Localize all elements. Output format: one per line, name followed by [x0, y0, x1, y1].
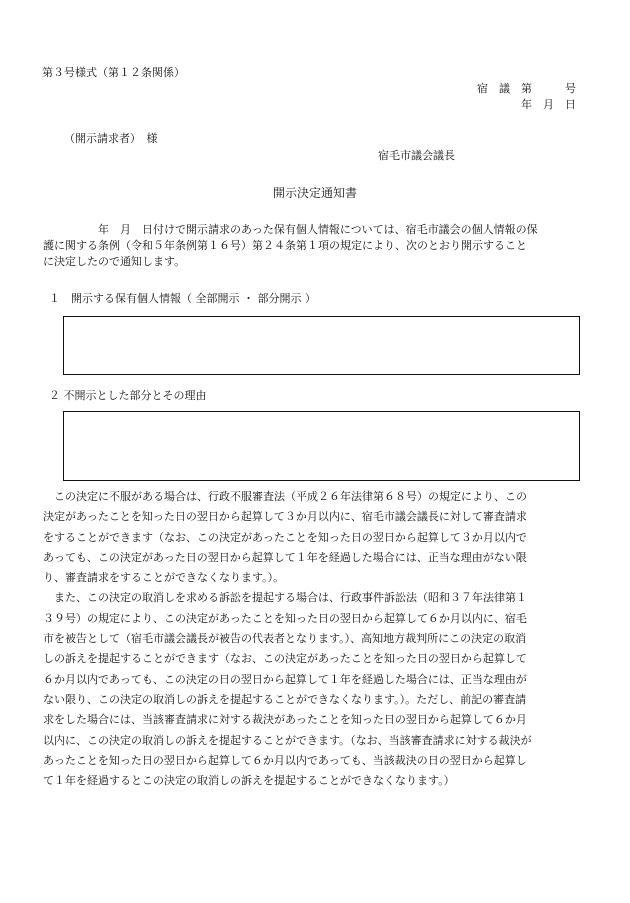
notice-line: 求をした場合には、当該審査請求に対する裁決があったことを知った日の翌日から起算して６か月: [43, 713, 527, 727]
notice-line: 決定があったことを知った日の翌日から起算して３か月以内に、宿毛市議会議長に対して審査請求: [43, 510, 527, 524]
intro-line: 年 月 日付けで開示請求のあった保有個人情報については、宿毛市議会の個人情報の保: [98, 223, 538, 236]
notice-line: て１年を経過するとこの決定の取消しの訴えを提起することができなくなります。）: [43, 774, 455, 788]
notice-line: この決定に不服がある場合は、行政不服審査法（平成２６年法律第６８号）の規定により、この: [43, 490, 527, 503]
intro-line: に決定したので通知します。: [43, 255, 186, 268]
notice-line: ６か月以内であっても、この決定の日の翌日から起算して１年を経過した場合には、正当な理由が: [43, 672, 527, 686]
non-disclosure-reason-box: [63, 411, 580, 481]
notice-line: ３９号）の規定により、この決定があったことを知った日の翌日から起算して６か月以内に、宿毛: [43, 611, 527, 625]
appeal-notice: [43, 487, 591, 791]
notice-line: また、この決定の取消しを求める訴訟を提起する場合は、行政事件訴訟法（昭和３７年法律第１: [43, 591, 527, 605]
notice-line: あっても、この決定があった日の翌日から起算して１年を経過した場合には、正当な理由がない限: [43, 550, 527, 564]
reference-number: 宿 議 第 号: [477, 82, 576, 95]
notice-line: 以内に、この決定の取消しの訴えを提起することができます。（なお、当該審査請求に対する裁決が: [43, 733, 532, 747]
section-2-heading: ２ 不開示とした部分とその理由: [49, 389, 207, 402]
notice-line: り、審査請求をすることができなくなります。）。: [43, 571, 285, 585]
intro-paragraph: [43, 222, 587, 270]
notice-line: あったことを知った日の翌日から起算して６か月以内であっても、当該裁決の日の翌日から起算し: [43, 753, 527, 767]
issue-date: 年 月 日: [521, 98, 576, 111]
issuer: 宿毛市議会議長: [378, 149, 455, 162]
document-title: 開示決定通知書: [272, 186, 357, 200]
notice-line: 市を被告として（宿毛市議会議長が被告の代表者となります。）、高知地方裁判所にこの決定の取消: [43, 632, 527, 646]
notice-line: ない限り、この決定の取消しの訴えを提起することができなくなります。）。ただし、前記の審査請: [43, 692, 527, 706]
form-number: 第３号様式（第１２条関係）: [42, 66, 185, 79]
disclosed-info-box: [63, 316, 580, 375]
addressee: （開示請求者） 様: [64, 132, 158, 145]
intro-line: 護に関する条例（令和５年条例第１６号）第２４条第１項の規定により、次のとおり開示すること: [43, 239, 527, 252]
notice-line: しの訴えを提起することができます（なお、この決定があったことを知った日の翌日から起算して: [43, 652, 527, 666]
notice-line: をすることができます（なお、この決定があったことを知った日の翌日から起算して３か月以内で: [43, 530, 527, 544]
section-1-heading: １ 開示する保有個人情報（ 全部開示 ・ 部分開示 ）: [49, 292, 316, 305]
